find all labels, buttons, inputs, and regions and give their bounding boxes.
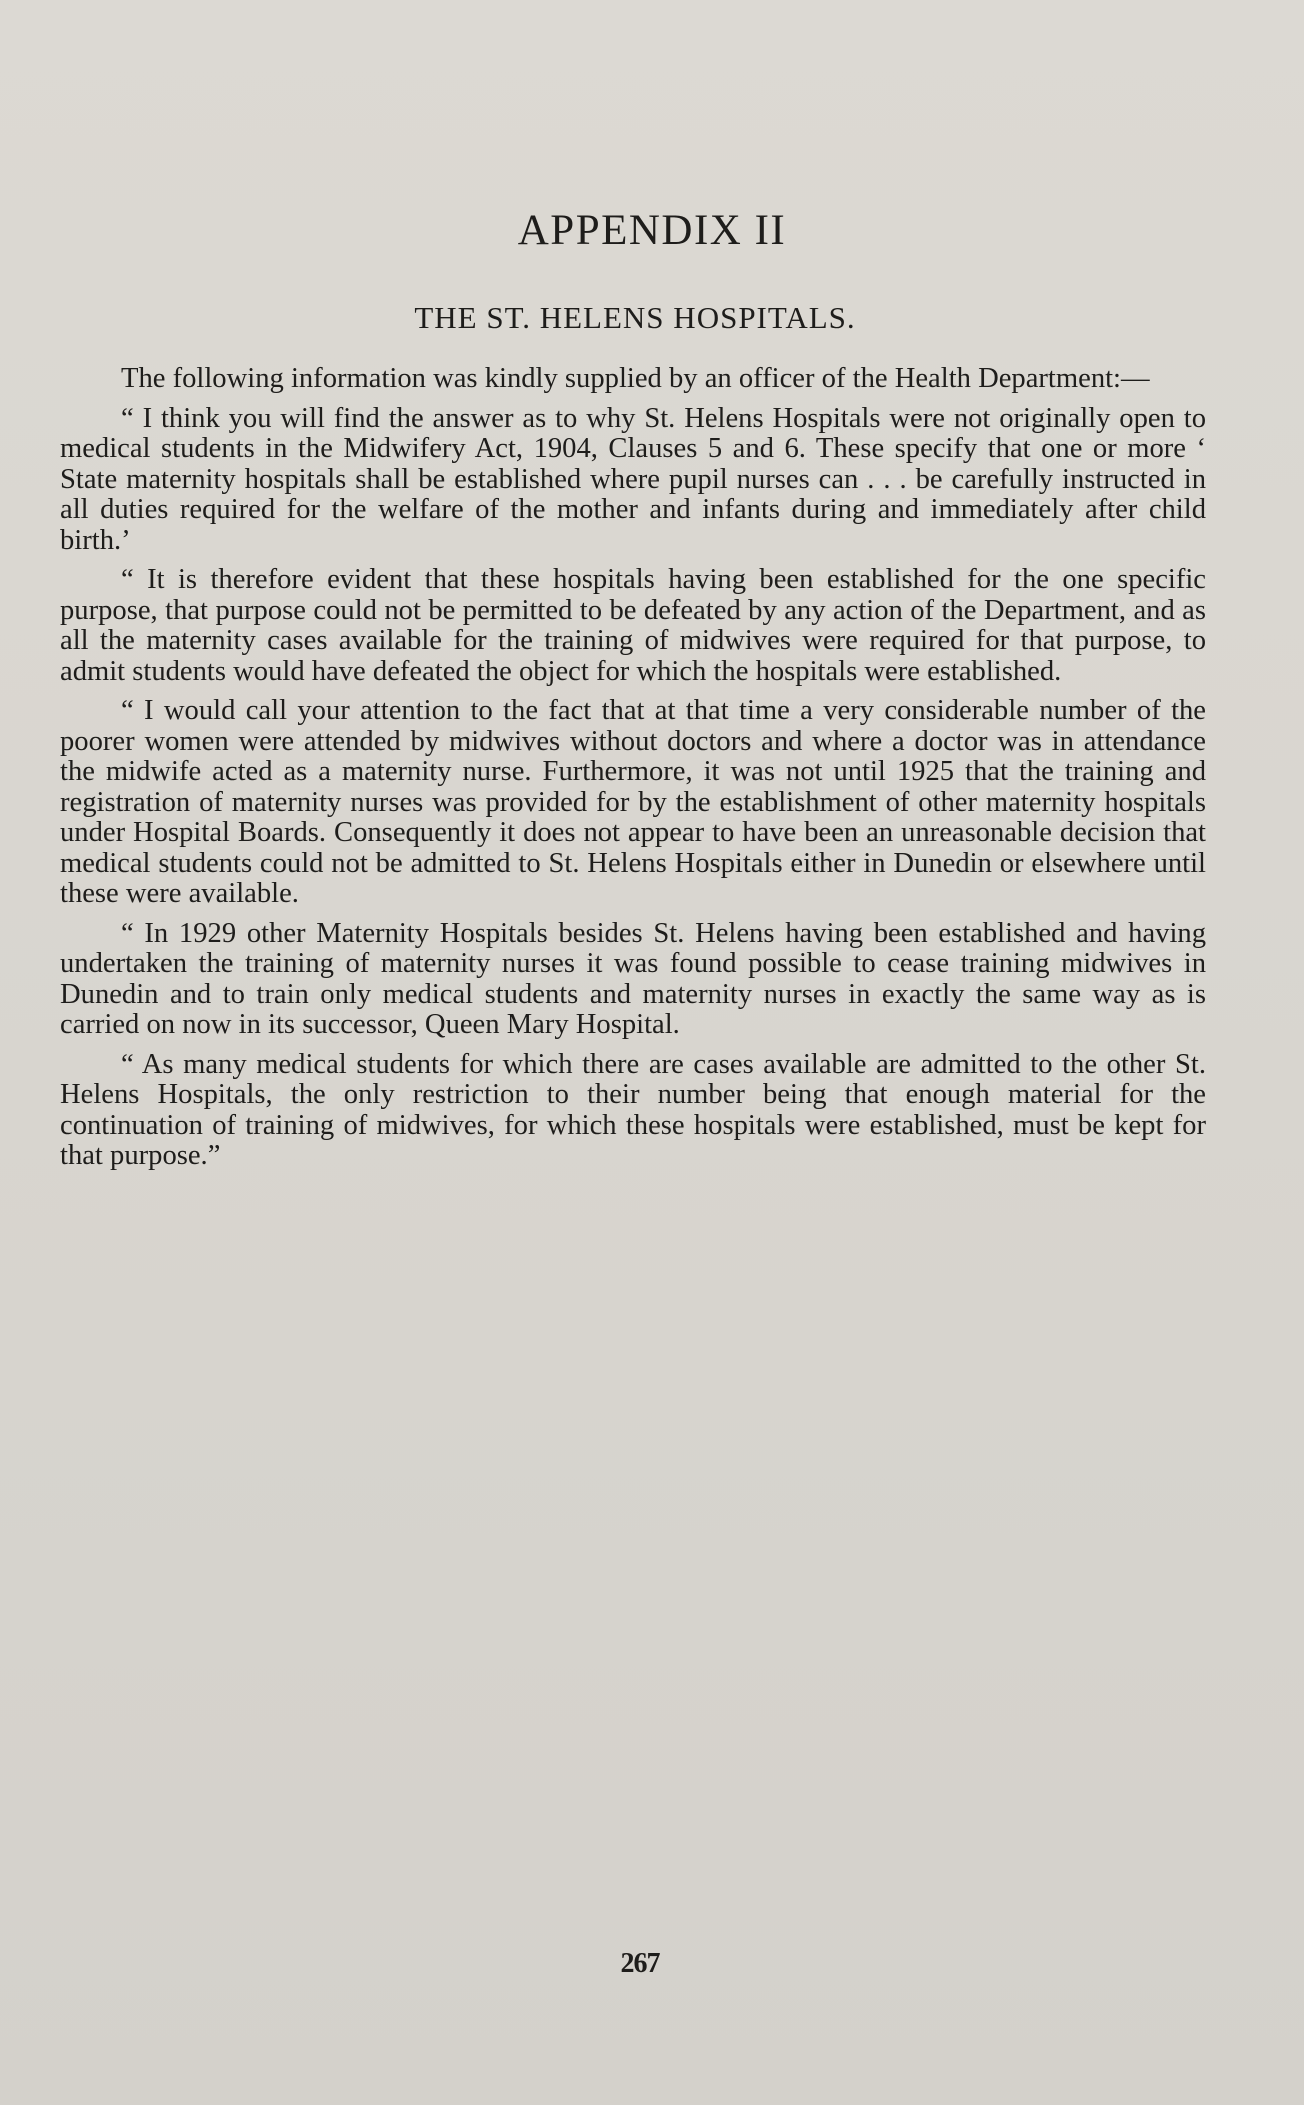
paragraph-1929: “ In 1929 other Maternity Hospitals besides St. Helens having been established and having undertaken the training of maternity nurses it was found possible to cease training midwives in Dunedin and to train only medical students and maternity nurses in exactly the same way as is carried on now in its successor, Queen Mary Hospital. — [60, 917, 1206, 1040]
paragraph-poorer-women: “ I would call your attention to the fact that at that time a very considerable number of the poorer women were attended by midwives without doctors and where a doctor was in attendance the midwife acted as a maternity nurse. Furthermore, it was not until 1925 that the training and registration of maternity nurses was provided for by the establishment of other maternity hospitals under Hospital Boards. Consequently it does not appear to have been an unreasonable decision that medical students could not be admitted to St. Helens Hospitals either in Dunedin or elsewhere until these were available. — [60, 695, 1206, 909]
appendix-title: APPENDIX II — [517, 207, 787, 254]
paragraph-intro: The following information was kindly supplied by an officer of the Health Department:— — [121, 363, 1150, 394]
page-number: 267 — [620, 1948, 660, 1979]
paragraph-evident-purpose: “ It is therefore evident that these hospitals having been established for the one specific purpose, that purpose could not be permitted to be defeated by any action of the Department, and as all the maternity cases available for the training of midwives were required for that purpose, to admit students would have defeated the object for which the hospitals were established. — [60, 564, 1206, 687]
body-text — [60, 364, 1206, 1181]
paragraph-admitted-students: “ As many medical students for which there are cases available are admitted to the other St. Helens Hospitals, the only restriction to their number being that enough material for the continuation of training of midwives, for which these hospitals were established, must be kept for that purpose.” — [60, 1048, 1206, 1171]
section-title: THE ST. HELENS HOSPITALS. — [414, 300, 856, 335]
paragraph-midwifery-act: “ I think you will find the answer as to why St. Helens Hospitals were not originally open to medical students in the Midwifery Act, 1904, Clauses 5 and 6. These specify that one or more ‘ State maternity hospitals shall be established where pupil nurses can . . . be carefully instructed in all duties required for the welfare of the mother and infants during and immediately after child birth.’ — [60, 402, 1206, 556]
